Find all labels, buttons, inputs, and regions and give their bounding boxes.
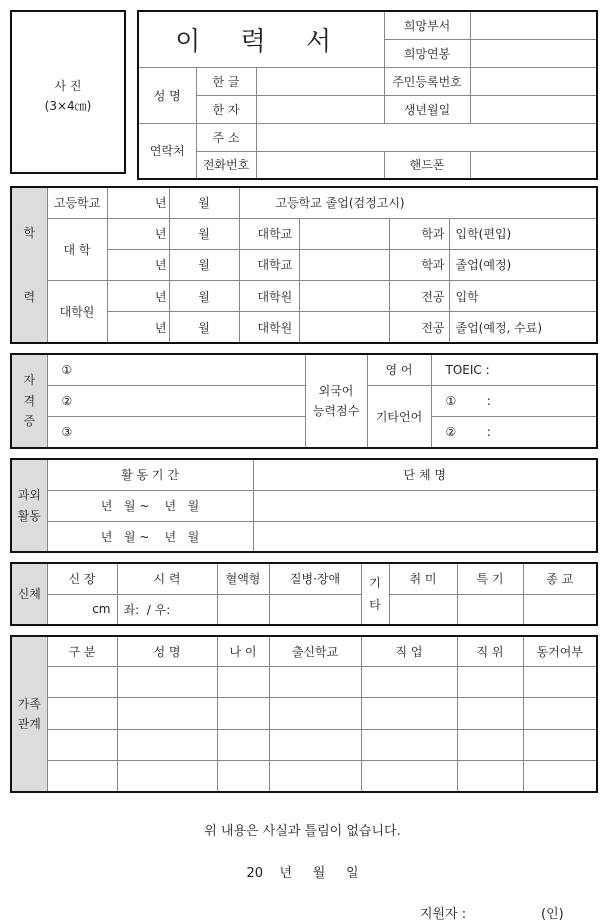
other-lang-label: 기타언어: [367, 385, 431, 448]
blood-field[interactable]: [217, 594, 269, 625]
hangul-field[interactable]: [256, 67, 384, 95]
family-header-job: 직 업: [361, 636, 457, 666]
date-line: 20 년 월 일: [246, 866, 359, 881]
grad-school-label: 대학원: [239, 312, 299, 343]
group-field[interactable]: [253, 521, 597, 552]
family-header-category: 구 분: [47, 636, 117, 666]
desired-dept-label: 희망부서: [384, 11, 470, 39]
header-table: [137, 10, 598, 180]
family-header-age: 나 이: [217, 636, 269, 666]
grad-expected-label: 졸업(예정): [449, 249, 597, 280]
period-header: 활 동 기 간: [47, 459, 253, 490]
group-header: 단 체 명: [253, 459, 597, 490]
cert-item-1[interactable]: ①: [47, 354, 305, 385]
certificate-table: [10, 353, 598, 449]
other-lang-1[interactable]: ① :: [431, 385, 597, 416]
month-label: 월: [169, 281, 239, 312]
month-label: 월: [169, 218, 239, 249]
table-row: [11, 729, 597, 760]
body-table: [10, 562, 598, 626]
applicant-label: 지원자 :: [420, 907, 467, 922]
graduate-label: 대학원: [47, 281, 107, 343]
hangul-label: 한 글: [196, 67, 256, 95]
photo-size: (3×4㎝): [44, 99, 92, 113]
family-section-label: 가족 관계: [11, 636, 47, 792]
hs-grad-label: 고등학교 졸업(검정고시): [239, 187, 597, 218]
disease-field[interactable]: [269, 594, 361, 625]
body-section-label: 신체: [11, 563, 47, 625]
admit-transfer-label: 입학(편입): [449, 218, 597, 249]
cert-item-2[interactable]: ②: [47, 385, 305, 416]
birthdate-label: 생년월일: [384, 95, 470, 123]
height-field[interactable]: cm: [47, 594, 117, 625]
phone-label: 전화번호: [196, 151, 256, 179]
height-label: 신 장: [47, 563, 117, 594]
hobby-label: 취 미: [389, 563, 457, 594]
hanja-field[interactable]: [256, 95, 384, 123]
skill-field[interactable]: [457, 594, 523, 625]
photo-box: [10, 10, 126, 174]
education-table: [10, 186, 598, 344]
mobile-field[interactable]: [470, 151, 597, 179]
etc-label: 기 타: [361, 563, 389, 625]
table-row: [11, 698, 597, 729]
resident-no-label: 주민등록번호: [384, 67, 470, 95]
table-row: [11, 666, 597, 697]
year-label: 년: [107, 218, 169, 249]
activity-table: [10, 458, 598, 553]
education-section-label: 학 력: [11, 187, 47, 343]
disease-label: 질병·장애: [269, 563, 361, 594]
resident-no-field[interactable]: [470, 67, 597, 95]
admit-label: 입학: [449, 281, 597, 312]
english-label: 영 어: [367, 354, 431, 385]
family-table: [10, 635, 598, 793]
address-field[interactable]: [256, 123, 597, 151]
desired-salary-label: 희망연봉: [384, 39, 470, 67]
highschool-label: 고등학교: [47, 187, 107, 218]
major-label: 전공: [389, 281, 449, 312]
vision-field[interactable]: 좌: / 우:: [117, 594, 217, 625]
statement: 위 내용은 사실과 틀림이 없습니다.: [204, 824, 401, 839]
university-label: 대 학: [47, 218, 107, 280]
birthdate-field[interactable]: [470, 95, 597, 123]
year-label: 년: [107, 187, 169, 218]
year-label: 년: [107, 281, 169, 312]
religion-label: 종 교: [523, 563, 597, 594]
family-header-cohabit: 동거여부: [523, 636, 597, 666]
desired-dept-field[interactable]: [470, 11, 597, 39]
year-label: 년: [107, 312, 169, 343]
page-title: 이 력 서: [175, 26, 348, 57]
photo-label: 사 진: [54, 79, 82, 93]
major-label: 전공: [389, 312, 449, 343]
name-label: 성 명: [138, 67, 196, 123]
address-label: 주 소: [196, 123, 256, 151]
contact-label: 연락처: [138, 123, 196, 179]
univ-label: 대학교: [239, 249, 299, 280]
religion-field[interactable]: [523, 594, 597, 625]
cert-section-label: 자 격 증: [11, 354, 47, 448]
dept-label: 학과: [389, 249, 449, 280]
blood-label: 혈액형: [217, 563, 269, 594]
cert-item-3[interactable]: ③: [47, 417, 305, 448]
dept-label: 학과: [389, 218, 449, 249]
family-header-name: 성 명: [117, 636, 217, 666]
skill-label: 특 기: [457, 563, 523, 594]
group-field[interactable]: [253, 490, 597, 521]
other-lang-2[interactable]: ② :: [431, 417, 597, 448]
period-field[interactable]: 년 월 ~ 년 월: [47, 521, 253, 552]
month-label: 월: [169, 187, 239, 218]
hanja-label: 한 자: [196, 95, 256, 123]
univ-label: 대학교: [239, 218, 299, 249]
lang-score-label: 외국어 능력점수: [305, 354, 367, 448]
toeic-field[interactable]: TOEIC :: [431, 354, 597, 385]
family-header-school: 출신학교: [269, 636, 361, 666]
month-label: 월: [169, 249, 239, 280]
desired-salary-field[interactable]: [470, 39, 597, 67]
mobile-label: 핸드폰: [384, 151, 470, 179]
activity-section-label: 과외 활동: [11, 459, 47, 552]
table-row: [11, 761, 597, 792]
hobby-field[interactable]: [389, 594, 457, 625]
month-label: 월: [169, 312, 239, 343]
year-label: 년: [107, 249, 169, 280]
seal-label: (인): [541, 907, 564, 922]
grad-expected-done-label: 졸업(예정, 수료): [449, 312, 597, 343]
family-header-position: 직 위: [457, 636, 523, 666]
vision-label: 시 력: [117, 563, 217, 594]
grad-school-label: 대학원: [239, 281, 299, 312]
period-field[interactable]: 년 월 ~ 년 월: [47, 490, 253, 521]
phone-field[interactable]: [256, 151, 384, 179]
